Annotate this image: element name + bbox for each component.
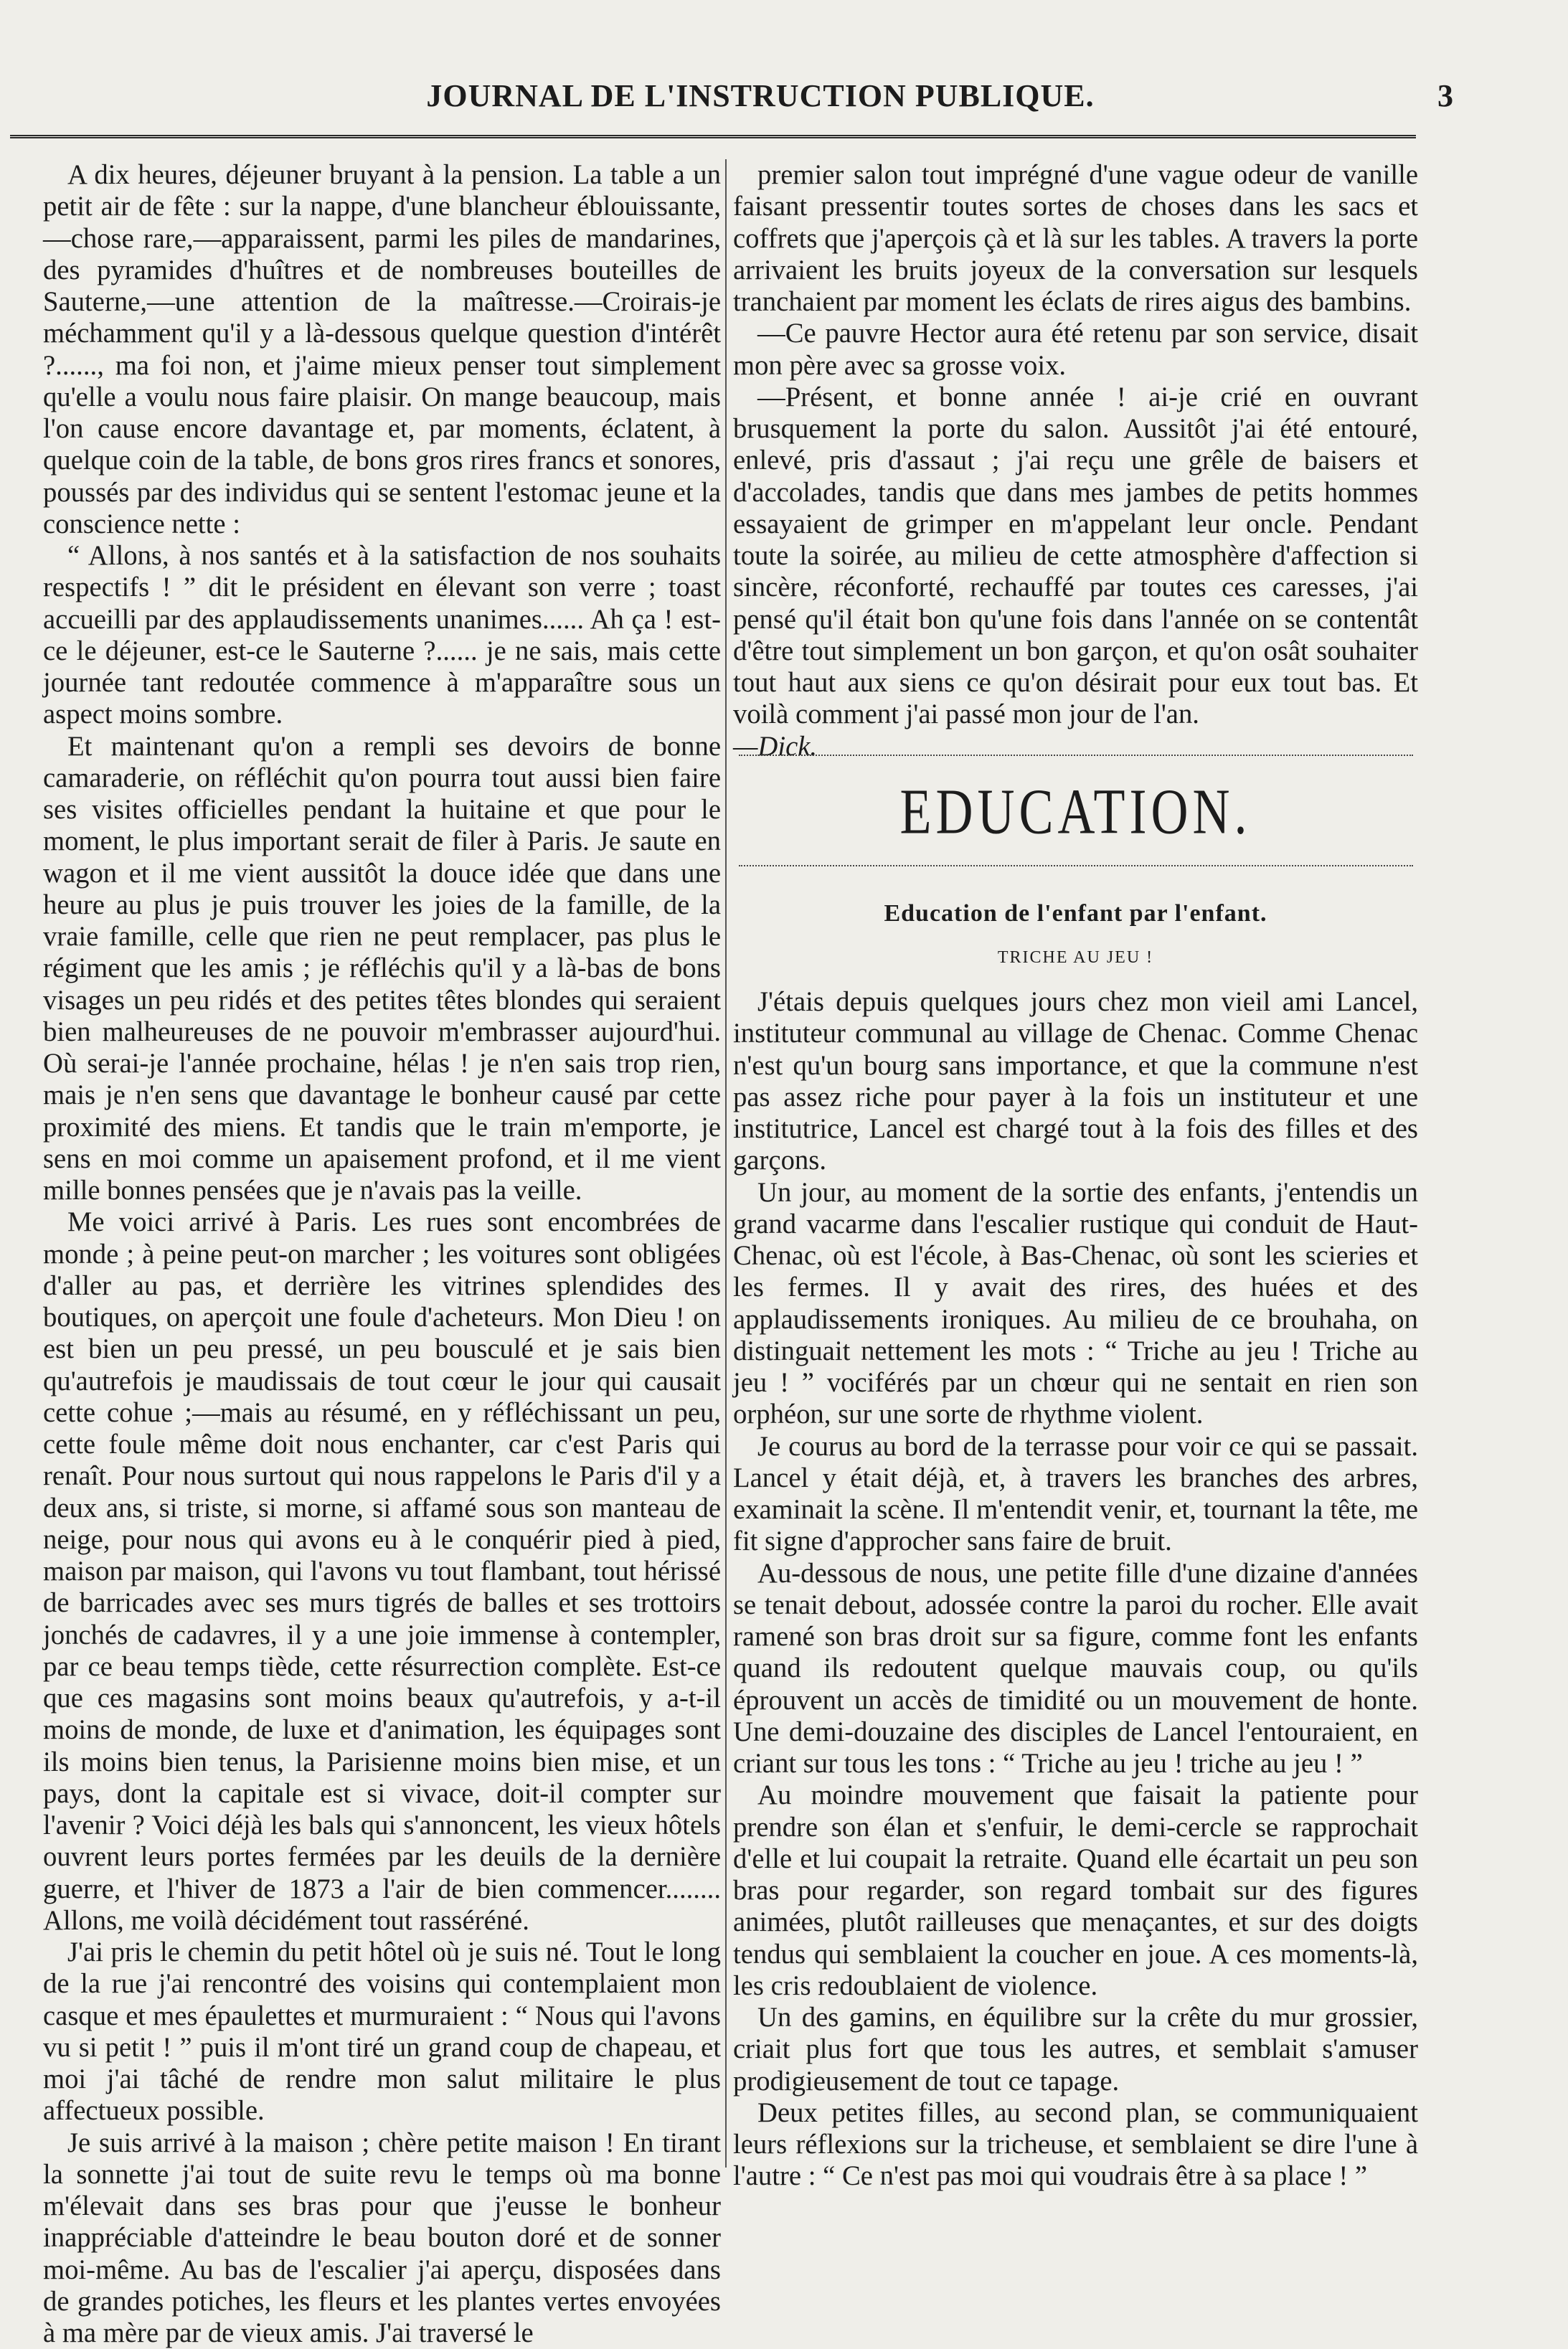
paragraph: —Présent, et bonne année ! ai-je crié en ouvrant brusquement la porte du salon. Aussitôt j'ai été entouré, enlevé, pris d'assaut ; j'ai reçu une grêle de baisers et d'accolades, tandis que dans mes jambes de petits hommes essayaient de grimper en m'appelant leur oncle. Pendant toute la soirée, au milieu de cette atmosphère d'affection si sincère, réconforté, rechauffé par toutes ces caresses, j'ai pensé qu'il était bon qu'une fois dans l'année on se contentât d'être tout simplement un bon garçon, et qu'on osât souhaiter tout haut aux siens ce qu'on désirait pour eux tout bas. Et voilà comment j'ai passé mon jour de l'an. <box>733 382 1418 731</box>
section-rule-top <box>739 755 1413 756</box>
column-divider <box>725 159 727 2168</box>
paragraph: Un jour, au moment de la sortie des enfants, j'entendis un grand vacarme dans l'escalier rustique qui conduit de Haut-Chenac, où est l'école, à Bas-Chenac, où sont les scieries et les fermes. Il y avait des rires, des huées et des applaudissements ironiques. Au milieu de ce brouhaha, on distinguait nettement les mots : “ Triche au jeu ! Triche au jeu ! ” vociférés par un chœur qui ne sentait en rien son orphéon, sur une sorte de rhythme violent. <box>733 1177 1418 1431</box>
article-signature: —Dick. <box>733 731 1418 762</box>
header-rule <box>10 135 1416 138</box>
paragraph: A dix heures, déjeuner bruyant à la pension. La table a un petit air de fête : sur la nappe, d'une blancheur éblouissante,—chose rare,—apparaissent, parmi les piles de mandarines, des pyramides d'huîtres et de nombreuses bouteilles de Sauterne,—une attention de la maîtresse.—Croirais-je méchamment qu'il y a là-dessous quelque question d'intérêt ?......, ma foi non, et j'aime mieux penser tout simplement qu'elle a voulu nous faire plaisir. On mange beaucoup, mais l'on cause encore davantage et, par moments, éclatent, à quelque coin de la table, de bons gros rires francs et sonores, poussés par des individus qui se sentent l'estomac jeune et la conscience nette : <box>43 159 721 540</box>
paragraph: —Ce pauvre Hector aura été retenu par son service, disait mon père avec sa grosse voix. <box>733 318 1418 382</box>
paragraph: “ Allons, à nos santés et à la satisfaction de nos souhaits respectifs ! ” dit le président en élevant son verre ; toast accueilli par des applaudissements unanimes...... Ah ça ! est-ce le déjeuner, est-ce le Sauterne ?...... je ne sais, mais cette journée tant redoutée commence à m'apparaître sous un aspect moins sombre. <box>43 540 721 731</box>
article-title: Education de l'enfant par l'enfant. <box>733 900 1418 927</box>
paragraph: J'étais depuis quelques jours chez mon vieil ami Lancel, instituteur communal au village de Chenac. Comme Chenac n'est qu'un bourg sans importance, et que la commune n'est pas assez riche pour payer à la fois un instituteur et une institutrice, Lancel est chargé tout à la fois des filles et des garçons. <box>733 986 1418 1177</box>
section-rule-bottom <box>739 865 1413 866</box>
paragraph: premier salon tout imprégné d'une vague odeur de vanille faisant pressentir toutes sortes de choses dans les sacs et coffrets que j'aperçois çà et là sur les tables. A travers la porte arrivaient les bruits joyeux de la conversation sur lesquels tranchaient par moment les éclats de rires aigus des bambins. <box>733 159 1418 318</box>
journal-title: JOURNAL DE L'INSTRUCTION PUBLIQUE. <box>402 77 1119 114</box>
paragraph: Au-dessous de nous, une petite fille d'une dizaine d'années se tenait debout, adossée contre la paroi du rocher. Elle avait ramené son bras droit sur sa figure, comme font les enfants quand ils redoutent quelque mauvais coup, ou qu'ils éprouvent un accès de timidité ou un mouvement de honte. Une demi-douzaine des disciples de Lancel l'entouraient, en criant sur tous les tons : “ Triche au jeu ! triche au jeu ! ” <box>733 1558 1418 1780</box>
paragraph: Me voici arrivé à Paris. Les rues sont encombrées de monde ; à peine peut-on marcher ; les voitures sont obligées d'aller au pas, et derrière les vitrines splendides des boutiques, on aperçoit une foule d'acheteurs. Mon Dieu ! on est bien un peu pressé, un peu bousculé et je sais bien qu'autrefois je maudissais de tout cœur le jour qui causait cette cohue ;—mais au résumé, en y réfléchissant un peu, cette foule même doit nous enchanter, car c'est Paris qui renaît. Pour nous surtout qui nous rappelons le Paris d'il y a deux ans, si triste, si morne, si affamé sous son manteau de neige, pour nous qui avons eu à le conquérir pied à pied, maison par maison, qui l'avons vu tout flambant, tout hérissé de barricades avec ses murs tigrés de balles et ses trottoirs jonchés de cadavres, il y a une joie immense à contempler, par ce beau temps tiède, cette résurrection complète. Est-ce que ces magasins sont moins beaux qu'autrefois, y a-t-il moins de monde, de luxe et d'animation, les équipages sont ils moins bien tenus, la Parisienne moins bien mise, et un pays, dont la capitale est si vivace, doit-il compter sur l'avenir ? Voici déjà les bals qui s'annoncent, les vieux hôtels ouvrent leurs portes fermées par les deuils de la dernière guerre, et l'hiver de 1873 a l'air de bien commencer........ Allons, me voilà décidément tout rasséréné. <box>43 1206 721 1937</box>
page-number: 3 <box>1437 77 1453 114</box>
paragraph: Je suis arrivé à la maison ; chère petite maison ! En tirant la sonnette j'ai tout de suite revu le temps où ma bonne m'élevait dans ses bras pour que j'eusse le bonheur inappréciable d'atteindre le beau bouton doré et de sonner moi-même. Au bas de l'escalier j'ai aperçu, disposées dans de grandes potiches, les fleurs et les plantes vertes envoyées à ma mère par de vieux amis. J'ai traversé le <box>43 2127 721 2349</box>
right-column-top <box>733 159 1418 762</box>
article-subtitle: TRICHE AU JEU ! <box>733 948 1418 968</box>
paragraph: Je courus au bord de la terrasse pour voir ce qui se passait. Lancel y était déjà, et, à travers les branches des arbres, examinait la scène. Il m'entendit venir, et, tournant la tête, me fit signe d'approcher sans faire de bruit. <box>733 1431 1418 1558</box>
paragraph: Au moindre mouvement que faisait la patiente pour prendre son élan et s'enfuir, le demi-cercle se rapprochait d'elle et lui coupait la retraite. Quand elle écartait un peu son bras pour regarder, son regard tombait sur des figures animées, plutôt railleuses que menaçantes, et sur des doigts tendus qui semblaient la coucher en joue. A ces moments-là, les cris redoublaient de violence. <box>733 1780 1418 2002</box>
paragraph: Deux petites filles, au second plan, se communiquaient leurs réflexions sur la tricheuse, et semblaient se dire l'une à l'autre : “ Ce n'est pas moi qui voudrais être à sa place ! ” <box>733 2097 1418 2193</box>
right-column-bottom <box>733 986 1418 2193</box>
paragraph: Et maintenant qu'on a rempli ses devoirs de bonne camaraderie, on réfléchit qu'on pourra tout aussi bien faire ses visites officielles pendant la huitaine et que pour le moment, le plus important serait de filer à Paris. Je saute en wagon et il me vient aussitôt la douce idée que dans une heure au plus je puis trouver les joies de la famille, de la vraie famille, celle que rien ne peut remplacer, pas plus le régiment que les amis ; je réfléchis qu'il y a là-bas de bons visages un peu ridés et des petites têtes blondes qui seraient bien malheureuses de ne pouvoir m'embrasser aujourd'hui. Où serai-je l'année prochaine, hélas ! je n'en sais trop rien, mais je n'en sens que davantage le bonheur causé par cette proximité des miens. Et tandis que le train m'emporte, je sens en moi comme un apaisement profond, et il me vient mille bonnes pensées que je n'avais pas la veille. <box>43 731 721 1207</box>
paragraph: Un des gamins, en équilibre sur la crête du mur grossier, criait plus fort que tous les autres, et semblait s'amuser prodigieusement de tout ce tapage. <box>733 2002 1418 2097</box>
paragraph: J'ai pris le chemin du petit hôtel où je suis né. Tout le long de la rue j'ai rencontré des voisins qui contemplaient mon casque et mes épaulettes et murmuraient : “ Nous qui l'avons vu si petit ! ” puis il m'ont tiré un grand coup de chapeau, et moi j'ai tâché de rendre mon salut militaire le plus affectueux possible. <box>43 1937 721 2127</box>
left-column <box>43 159 721 2349</box>
page-header <box>0 77 1568 120</box>
section-title: EDUCATION. <box>733 775 1418 849</box>
